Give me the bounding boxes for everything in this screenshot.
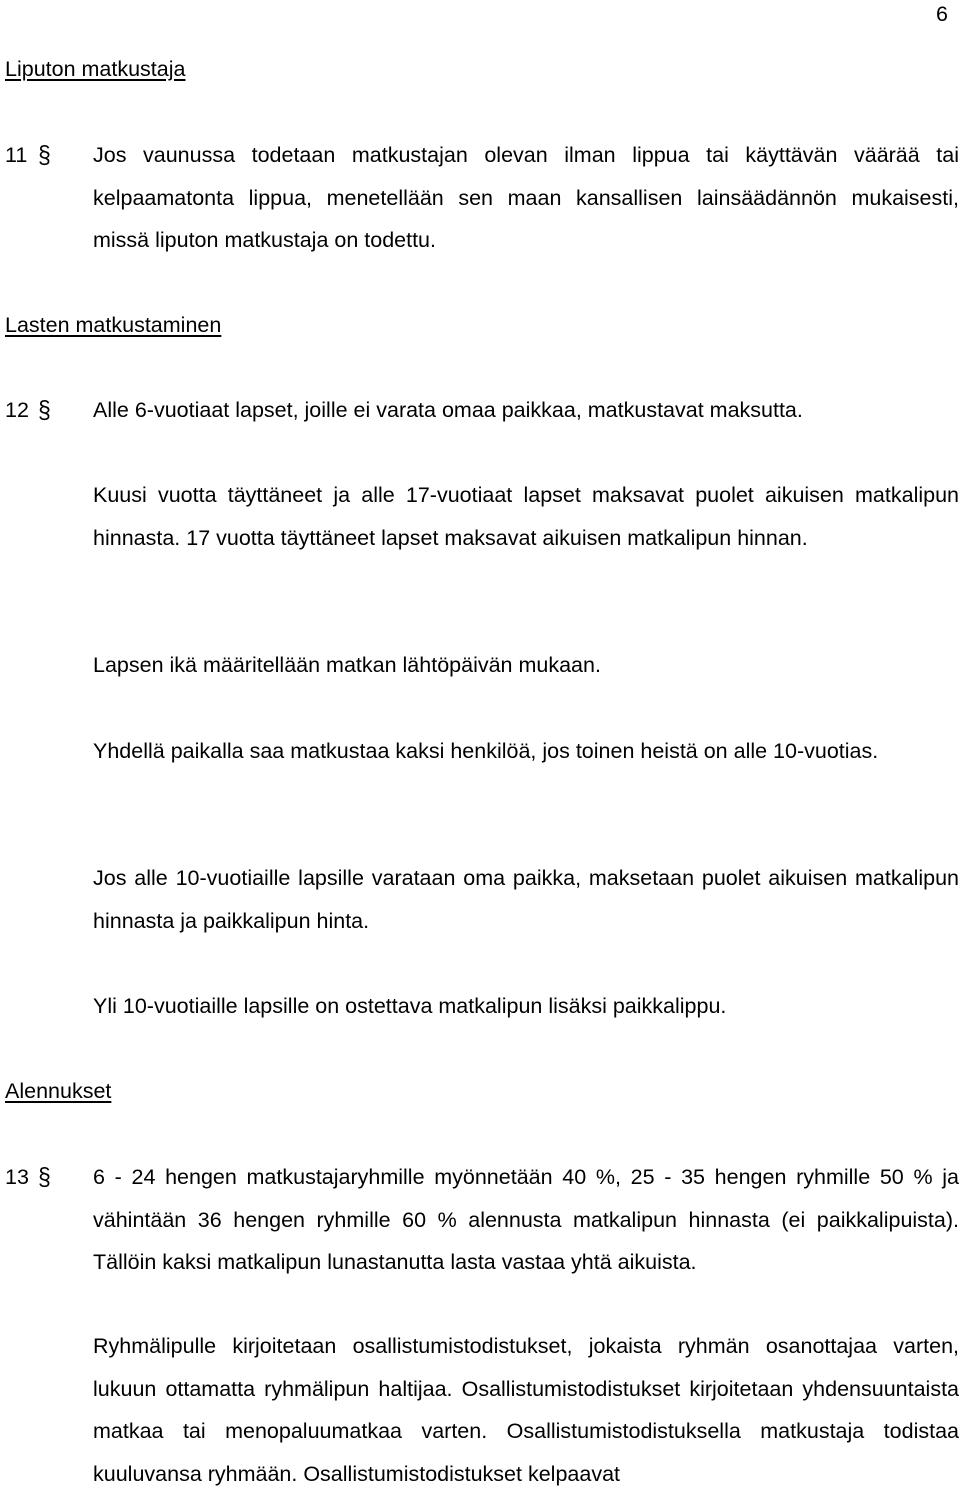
heading-alennukset: Alennukset <box>5 1079 112 1103</box>
heading-lasten-matkustaminen: Lasten matkustaminen <box>5 313 222 337</box>
paragraph-12-6: Yli 10-vuotiaille lapsille on ostettava matkalipun lisäksi paikkalippu. <box>93 994 727 1018</box>
paragraph-11-1: Jos vaunussa todetaan matkustajan olevan ilman lippua tai käyttävän väärää tai kelpaamatonta lippua, menetellään sen maan kansallisen lainsäädännön mukaisesti, missä liputon matkustaja on todettu. <box>93 143 959 252</box>
paragraph-12-3: Lapsen ikä määritellään matkan lähtöpäivän mukaan. <box>93 653 601 677</box>
section-number-12: 12 <box>5 398 29 422</box>
paragraph-12-4: Yhdellä paikalla saa matkustaa kaksi henkilöä, jos toinen heistä on alle 10-vuotias. <box>93 739 879 763</box>
paragraph-12-2: Kuusi vuotta täyttäneet ja alle 17-vuotiaat lapset maksavat puolet aikuisen matkalipun hinnasta. 17 vuotta täyttäneet lapset maksavat aikuisen matkalipun hinnan. <box>93 483 959 550</box>
page-number: 6 <box>936 2 948 26</box>
section-number-13: 13 <box>5 1165 29 1189</box>
paragraph-12-1: Alle 6-vuotiaat lapset, joille ei varata omaa paikkaa, matkustavat maksutta. <box>93 398 803 422</box>
paragraph-13-2: Ryhmälipulle kirjoitetaan osallistumistodistukset, jokaista ryhmän osanottajaa varten, lukuun ottamatta ryhmälipun haltijaa. Osallistumistodistukset kirjoitetaan yhdensuuntaista matkaa tai menopaluumatkaa varten. Osallistumistodistuksella matkustaja todistaa kuuluvansa ryhmään. Osallistumistodistukset kelpaavat <box>93 1334 959 1486</box>
section-sign-icon: § <box>38 139 51 169</box>
section-sign-icon: § <box>38 394 51 424</box>
paragraph-13-1: 6 - 24 hengen matkustajaryhmille myönnetään 40 %, 25 - 35 hengen ryhmille 50 % ja vähintään 36 hengen ryhmille 60 % alennusta matkalipun hinnasta (ei paikkalipuista). Tällöin kaksi matkalipun lunastanutta lasta vastaa yhtä aikuista. <box>93 1165 959 1274</box>
heading-liputon-matkustaja: Liputon matkustaja <box>5 57 186 81</box>
paragraph-12-5: Jos alle 10-vuotiaille lapsille varataan oma paikka, maksetaan puolet aikuisen matkalipun hinnasta ja paikkalipun hinta. <box>93 866 959 933</box>
section-sign-icon: § <box>38 1161 51 1191</box>
section-number-11: 11 <box>5 143 28 167</box>
